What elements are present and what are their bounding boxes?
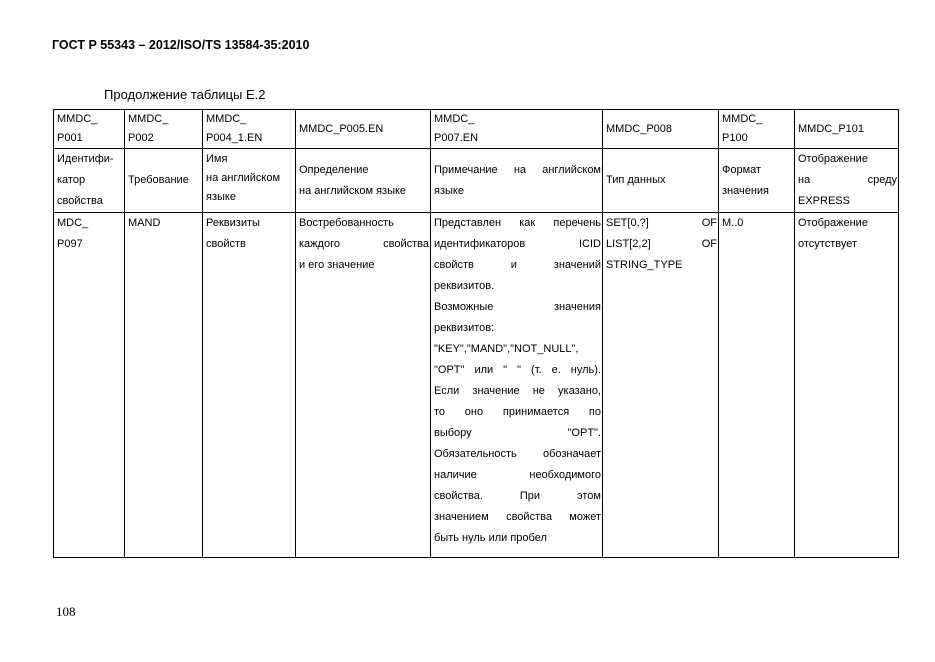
table-cell: MDC_ P097 (54, 213, 125, 558)
table-subheader-row (54, 149, 899, 213)
header-cell: MMDC_ P100 (719, 110, 795, 149)
header-cell: MMDC_P005.EN (296, 110, 431, 149)
subheader-cell: Тип данных (603, 149, 719, 213)
page-number: 108 (56, 604, 76, 619)
table-row (54, 213, 899, 558)
document-header: ГОСТ Р 55343 – 2012/ISO/TS 13584-35:2010 (52, 38, 310, 52)
data-table (53, 109, 899, 558)
table-cell: Востребованность каждого свойства и его значение (296, 213, 431, 558)
header-cell: MMDC_ P004_1.EN (203, 110, 296, 149)
subheader-cell: Имя на английском языке (203, 149, 296, 213)
table-cell: Реквизиты свойств (203, 213, 296, 558)
header-cell: MMDC_P101 (795, 110, 899, 149)
table-caption: Продолжение таблицы Е.2 (104, 87, 266, 102)
subheader-cell: Идентифи- катор свойства (54, 149, 125, 213)
subheader-cell: Отображение на среду EXPRESS (795, 149, 899, 213)
subheader-cell: Требование (125, 149, 203, 213)
subheader-cell: Определение на английском языке (296, 149, 431, 213)
table-cell: Представлен как перечень идентификаторов ICID свойств и значений реквизитов. Возможные значения реквизитов: "KEY","MAND","NOT_NULL", "OPT" или " " (т. е. нуль). Если значение не указано, то оно принимается по выбору "OPT". Обязательность обозначает наличие необходимого свойства. При этом значением свойства может быть нуль или пробел (431, 213, 603, 558)
table-header-row (54, 110, 899, 149)
table-cell: M..0 (719, 213, 795, 558)
header-cell: MMDC_ P002 (125, 110, 203, 149)
header-cell: MMDC_P008 (603, 110, 719, 149)
subheader-cell: Примечание на английском языке (431, 149, 603, 213)
header-cell: MMDC_ P001 (54, 110, 125, 149)
subheader-cell: Формат значения (719, 149, 795, 213)
table-cell: Отображение отсутствует (795, 213, 899, 558)
table-cell: MAND (125, 213, 203, 558)
table-cell: SET[0,?] OF LIST[2,2] OF STRING_TYPE (603, 213, 719, 558)
header-cell: MMDC_ P007.EN (431, 110, 603, 149)
